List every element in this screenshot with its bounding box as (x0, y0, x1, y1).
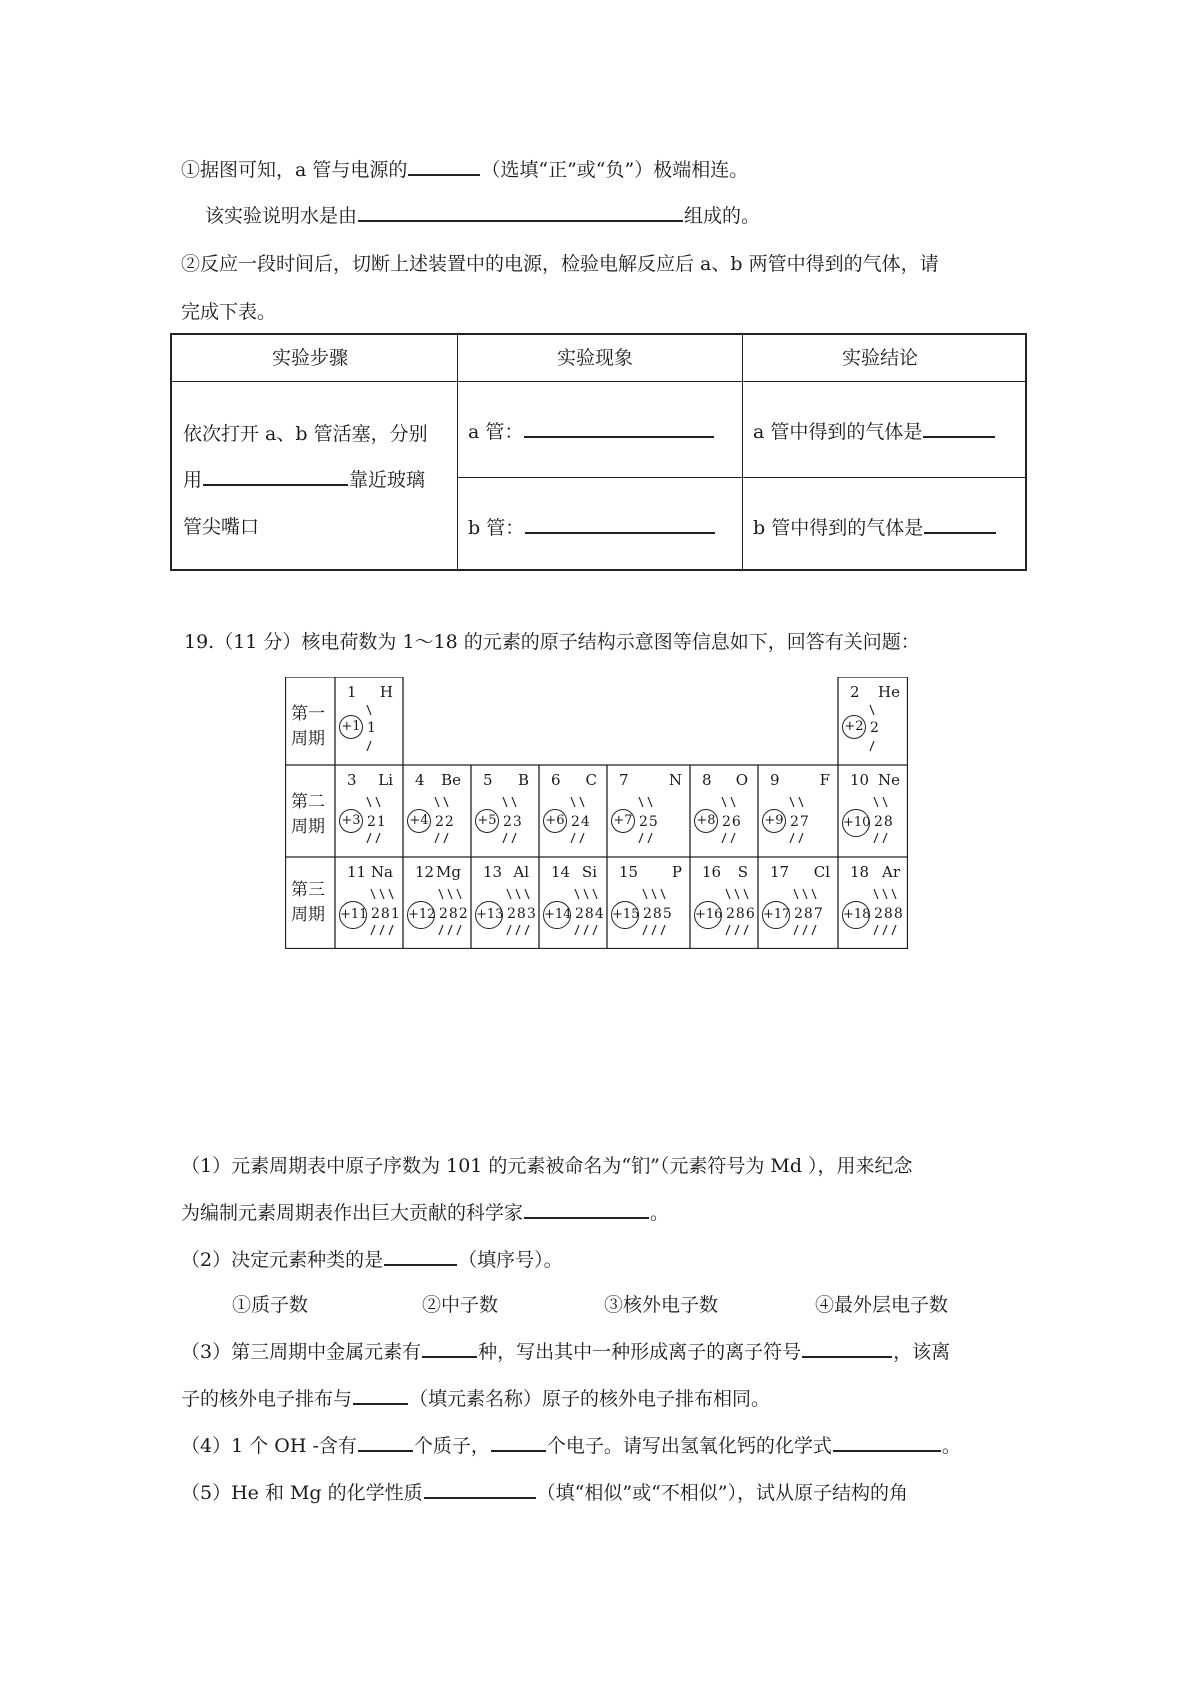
atomic-number: 8 (702, 771, 712, 789)
atomic-number: 11 (347, 863, 367, 881)
table-divider (457, 335, 458, 569)
shell-arc-lower (448, 925, 452, 935)
answer-blank[interactable] (524, 1216, 649, 1219)
option-3: ③核外电子数 (604, 1294, 719, 1316)
q19-p5 (181, 1484, 908, 1503)
shell-arc-upper (794, 889, 798, 899)
shell-arc-lower (512, 833, 516, 843)
shell-arc-lower (643, 925, 647, 935)
answer-blank[interactable] (358, 219, 683, 222)
option-4: ④最外层电子数 (815, 1294, 949, 1316)
period-label-2-a: 第二 (291, 792, 325, 812)
shell-arcs (565, 793, 605, 849)
shell-arc-lower (870, 741, 874, 751)
shell-arc-upper (512, 797, 516, 807)
q18-line1 (181, 161, 748, 180)
shell-arc-upper (892, 889, 896, 899)
shell-arc-upper (803, 889, 807, 899)
table-divider (172, 381, 1025, 382)
shell-arc-lower (661, 925, 665, 935)
shell-arc-upper (457, 889, 461, 899)
q19-p3-text-d: 子的核外电子排布与 (181, 1388, 353, 1410)
q19-p1-line1: （1）元素周期表中原子序数为 101 的元素被命名为“钔”（元素符号为 Md ），用来纪念 (181, 1155, 913, 1177)
shell-arc-lower (812, 925, 816, 935)
q19-p3-line2 (181, 1390, 770, 1409)
shell-arc-upper (367, 797, 371, 807)
shell-arc-lower (367, 833, 371, 843)
shell-arc-upper (575, 889, 579, 899)
q19-p1-text-b: 为编制元素周期表作出巨大贡献的科学家 (181, 1202, 524, 1224)
element-cell-c (539, 765, 607, 857)
shell-arc-lower (874, 833, 878, 843)
shell-arc-upper (435, 797, 439, 807)
step-text-line3: 管尖嘴口 (183, 516, 260, 538)
shell-arcs (361, 793, 401, 849)
shell-arc-lower (892, 925, 896, 935)
shell-arc-lower (575, 925, 579, 935)
step-text-line2-b: 靠近玻璃 (349, 469, 426, 491)
shell-arc-lower (593, 925, 597, 935)
shell-arcs (633, 793, 673, 849)
shell-arc-lower (525, 925, 529, 935)
shell-arc-upper (580, 797, 584, 807)
electron-shells: 21 (367, 814, 387, 830)
q19-p4 (181, 1437, 961, 1456)
element-symbol: Ne (877, 771, 900, 789)
answer-blank[interactable] (358, 1449, 413, 1452)
q18-line2-text-a: 该实验说明水是由 (205, 205, 358, 227)
q19-p5-text-a: （5）He 和 Mg 的化学性质 (181, 1482, 423, 1504)
answer-blank[interactable] (203, 483, 348, 486)
q19-p5-text-b: （填“相似”或“不相似”），试从原子结构的角 (536, 1482, 908, 1504)
q18-line2-text-b: 组成的。 (684, 205, 761, 227)
shell-arc-lower (799, 833, 803, 843)
answer-blank[interactable] (424, 1496, 536, 1499)
nucleus-circle: +15 (611, 901, 639, 929)
element-cell-ar (838, 857, 908, 949)
atomic-number: 3 (347, 771, 357, 789)
q19-p3-text-b: 种，写出其中一种形成离子的离子符号 (478, 1341, 802, 1363)
element-symbol: He (878, 683, 900, 701)
q19-p1-text-c: 。 (650, 1202, 670, 1224)
answer-blank[interactable] (384, 1263, 457, 1266)
element-cell-ne (838, 765, 908, 857)
shell-arc-lower (584, 925, 588, 935)
answer-blank[interactable] (524, 435, 714, 438)
electron-shells: 288 (874, 906, 904, 922)
element-symbol: C (585, 771, 597, 789)
element-symbol: P (671, 863, 682, 881)
q19-p3-text-a: （3）第三周期中金属元素有 (181, 1341, 422, 1363)
element-symbol: Al (513, 863, 529, 881)
shell-arc-lower (639, 833, 643, 843)
period-label-2-b: 周期 (291, 816, 325, 837)
shell-arc-upper (376, 797, 380, 807)
q18-line3: ②反应一段时间后，切断上述装置中的电源，检验电解反应后 a、b 两管中得到的气体，请 (181, 253, 939, 275)
shell-arc-upper (380, 889, 384, 899)
q18-line2 (205, 207, 760, 226)
shell-arc-upper (735, 889, 739, 899)
element-symbol: S (737, 863, 748, 881)
element-symbol: N (668, 771, 682, 789)
shell-arc-lower (457, 925, 461, 935)
shell-arcs (784, 793, 824, 849)
shell-arc-upper (799, 797, 803, 807)
shell-arcs (868, 793, 908, 849)
q19-p2-text-a: （2）决定元素种类的是 (181, 1249, 384, 1271)
shell-arc-lower (371, 925, 375, 935)
conclusion-a (753, 423, 996, 442)
shell-arc-lower (794, 925, 798, 935)
electron-shells: 284 (575, 906, 605, 922)
shell-arcs (788, 885, 828, 941)
shell-arc-upper (503, 797, 507, 807)
phenomenon-a (468, 423, 715, 442)
electron-shells: 1 (367, 720, 377, 736)
step-text-line2-a: 用 (183, 469, 203, 491)
element-cell-h (335, 677, 403, 765)
shell-arc-upper (652, 889, 656, 899)
step-text-line2 (183, 471, 425, 490)
element-symbol: F (819, 771, 830, 789)
shell-arcs (365, 885, 405, 941)
shell-arc-lower (735, 925, 739, 935)
element-cell-na (335, 857, 403, 949)
shell-arc-lower (516, 925, 520, 935)
shell-arc-upper (439, 889, 443, 899)
shell-arc-lower (803, 925, 807, 935)
electron-shells: 287 (794, 906, 824, 922)
answer-blank[interactable] (833, 1449, 941, 1452)
nucleus-circle: +7 (611, 809, 635, 833)
period-label-3-a: 第三 (291, 880, 325, 900)
atomic-number: 12 (415, 863, 435, 881)
q19-p4-text-d: 。 (941, 1435, 961, 1457)
electron-shells: 22 (435, 814, 455, 830)
nucleus-circle: +18 (842, 901, 870, 929)
atomic-number: 15 (619, 863, 639, 881)
answer-blank[interactable] (353, 1402, 408, 1405)
nucleus-circle: +9 (762, 809, 786, 833)
shell-arcs (720, 885, 760, 941)
q19-p3-text-c: ，该离 (893, 1341, 951, 1363)
element-symbol: H (379, 683, 393, 701)
phenomenon-a-label: a 管： (468, 421, 524, 443)
answer-blank[interactable] (408, 173, 480, 176)
nucleus-circle: +1 (339, 715, 363, 739)
element-cell-s (690, 857, 758, 949)
answer-blank[interactable] (422, 1355, 477, 1358)
shell-arc-lower (571, 833, 575, 843)
atomic-number: 4 (415, 771, 425, 789)
q19-p2-text-b: （填序号）。 (458, 1249, 563, 1271)
shell-arc-upper (639, 797, 643, 807)
answer-blank[interactable] (491, 1449, 546, 1452)
shell-arcs (361, 701, 401, 757)
shell-arc-lower (731, 833, 735, 843)
conclusion-b-label: b 管中得到的气体是 (753, 517, 924, 539)
shell-arc-upper (874, 797, 878, 807)
shell-arc-lower (652, 925, 656, 935)
shell-arc-upper (571, 797, 575, 807)
nucleus-circle: +3 (339, 809, 363, 833)
shell-arc-lower (648, 833, 652, 843)
q18-line4: 完成下表。 (181, 301, 277, 323)
shell-arcs (569, 885, 609, 941)
electron-shells: 286 (726, 906, 756, 922)
shell-arc-upper (744, 889, 748, 899)
nucleus-circle: +4 (407, 809, 431, 833)
shell-arc-lower (503, 833, 507, 843)
table-header-phenomenon: 实验现象 (557, 347, 634, 369)
answer-blank[interactable] (525, 531, 715, 534)
electron-shells: 2 (870, 720, 880, 736)
shell-arcs (501, 885, 541, 941)
shell-arc-upper (371, 889, 375, 899)
element-symbol: Si (581, 863, 597, 881)
element-symbol: Li (378, 771, 393, 789)
q19-p1-line2 (181, 1204, 669, 1223)
answer-blank[interactable] (802, 1355, 892, 1358)
shell-arc-upper (722, 797, 726, 807)
element-symbol: Be (441, 771, 461, 789)
shell-arc-lower (444, 833, 448, 843)
atomic-number: 2 (850, 683, 860, 701)
atomic-number: 13 (483, 863, 503, 881)
element-cell-al (471, 857, 539, 949)
shell-arcs (716, 793, 756, 849)
electron-shells: 25 (639, 814, 659, 830)
shell-arcs (637, 885, 677, 941)
nucleus-circle: +6 (543, 809, 567, 833)
element-symbol: Na (370, 863, 393, 881)
answer-blank[interactable] (924, 531, 996, 534)
shell-arc-upper (516, 889, 520, 899)
shell-arc-lower (376, 833, 380, 843)
shell-arc-upper (790, 797, 794, 807)
period-label-3 (288, 878, 328, 927)
shell-arc-upper (593, 889, 597, 899)
q19-p4-text-b: 个质子， (413, 1435, 490, 1457)
table-divider (457, 477, 1025, 478)
shell-arc-upper (444, 797, 448, 807)
shell-arc-upper (874, 889, 878, 899)
shell-arc-upper (507, 889, 511, 899)
q18-line1-text-b: （选填“正”或“负”）极端相连。 (481, 159, 749, 181)
shell-arc-upper (883, 889, 887, 899)
shell-arc-lower (722, 833, 726, 843)
answer-blank[interactable] (923, 435, 995, 438)
nucleus-circle: +10 (842, 809, 870, 837)
period-label-2 (288, 790, 328, 839)
shell-arc-upper (648, 797, 652, 807)
electron-shells: 282 (439, 906, 469, 922)
shell-arc-lower (389, 925, 393, 935)
q19-p4-text-c: 个电子。请写出氢氧化钙的化学式 (546, 1435, 832, 1457)
shell-arc-lower (744, 925, 748, 935)
shell-arc-upper (643, 889, 647, 899)
shell-arcs (868, 885, 908, 941)
element-symbol: O (735, 771, 748, 789)
atomic-number: 17 (770, 863, 790, 881)
element-cell-p (607, 857, 690, 949)
atomic-number: 18 (850, 863, 870, 881)
atomic-number: 16 (702, 863, 722, 881)
element-cell-f (758, 765, 838, 857)
nucleus-circle: +14 (543, 901, 571, 929)
electron-shells: 26 (722, 814, 742, 830)
atomic-number: 9 (770, 771, 780, 789)
element-symbol: Cl (813, 863, 830, 881)
electron-shells: 28 (874, 814, 894, 830)
period-label-1-b: 周期 (291, 728, 325, 749)
shell-arcs (864, 701, 904, 757)
shell-arc-lower (580, 833, 584, 843)
phenomenon-b (468, 519, 716, 538)
shell-arc-upper (448, 889, 452, 899)
atomic-number: 5 (483, 771, 493, 789)
nucleus-circle: +13 (475, 901, 503, 929)
nucleus-circle: +2 (842, 715, 866, 739)
shell-arc-upper (525, 889, 529, 899)
shell-arc-upper (731, 797, 735, 807)
table-header-steps: 实验步骤 (272, 347, 349, 369)
shell-arc-lower (439, 925, 443, 935)
element-cell-n (607, 765, 690, 857)
shell-arc-upper (584, 889, 588, 899)
nucleus-circle: +11 (339, 901, 367, 929)
q19-p4-text-a: （4）1 个 OH -含有 (181, 1435, 357, 1457)
shell-arc-upper (389, 889, 393, 899)
element-cell-cl (758, 857, 838, 949)
shell-arc-lower (874, 925, 878, 935)
element-cell-be (403, 765, 471, 857)
atomic-number: 10 (850, 771, 870, 789)
element-symbol: Ar (881, 863, 900, 881)
shell-arcs (497, 793, 537, 849)
q19-p2 (181, 1251, 563, 1270)
shell-arc-lower (726, 925, 730, 935)
period-label-3-b: 周期 (291, 904, 325, 925)
shell-arc-upper (883, 797, 887, 807)
table-header-conclusion: 实验结论 (842, 347, 919, 369)
shell-arcs (433, 885, 473, 941)
nucleus-circle: +17 (762, 901, 790, 929)
conclusion-a-label: a 管中得到的气体是 (753, 421, 923, 443)
shell-arc-lower (507, 925, 511, 935)
nucleus-circle: +5 (475, 809, 499, 833)
step-text-line1: 依次打开 a、b 管活塞，分别 (183, 423, 428, 445)
nucleus-circle: +8 (694, 809, 718, 833)
shell-arc-lower (435, 833, 439, 843)
shell-arc-lower (367, 741, 371, 751)
element-cell-mg (403, 857, 471, 949)
electron-shells: 24 (571, 814, 591, 830)
element-cell-li (335, 765, 403, 857)
shell-arc-lower (380, 925, 384, 935)
shell-arc-upper (812, 889, 816, 899)
period-label-1-a: 第一 (291, 704, 325, 724)
electron-shells: 23 (503, 814, 523, 830)
element-cell-o (690, 765, 758, 857)
conclusion-b (753, 519, 997, 538)
q19-p3-text-e: （填元素名称）原子的核外电子排布相同。 (409, 1388, 771, 1410)
electron-shells: 27 (790, 814, 810, 830)
shell-arc-lower (883, 925, 887, 935)
atomic-number: 6 (551, 771, 561, 789)
shell-arc-upper (726, 889, 730, 899)
element-symbol: B (517, 771, 529, 789)
electron-shells: 285 (643, 906, 673, 922)
shell-arc-lower (883, 833, 887, 843)
element-cell-si (539, 857, 607, 949)
shell-arc-upper (367, 705, 371, 715)
q18-line1-text-a: ①据图可知，a 管与电源的 (181, 159, 408, 181)
phenomenon-b-label: b 管： (468, 517, 525, 539)
q19-intro: 19.（11 分）核电荷数为 1～18 的元素的原子结构示意图等信息如下，回答有关问题： (184, 631, 920, 653)
option-1: ①质子数 (232, 1294, 309, 1316)
element-symbol: Mg (436, 863, 461, 881)
shell-arc-upper (870, 705, 874, 715)
experiment-table (170, 333, 1027, 571)
shell-arcs (429, 793, 469, 849)
electron-shells: 283 (507, 906, 537, 922)
q19-p3-line1 (181, 1343, 950, 1362)
shell-arc-upper (661, 889, 665, 899)
element-cell-b (471, 765, 539, 857)
period-label-1 (288, 702, 328, 751)
atomic-number: 7 (619, 771, 629, 789)
nucleus-circle: +12 (407, 901, 435, 929)
table-divider (742, 335, 743, 569)
option-2: ②中子数 (422, 1294, 499, 1316)
element-cell-he (838, 677, 908, 765)
electron-shells: 281 (371, 906, 401, 922)
atomic-number: 1 (347, 683, 357, 701)
periodic-table-figure (285, 677, 908, 949)
shell-arc-lower (790, 833, 794, 843)
atomic-number: 14 (551, 863, 571, 881)
nucleus-circle: +16 (694, 901, 722, 929)
